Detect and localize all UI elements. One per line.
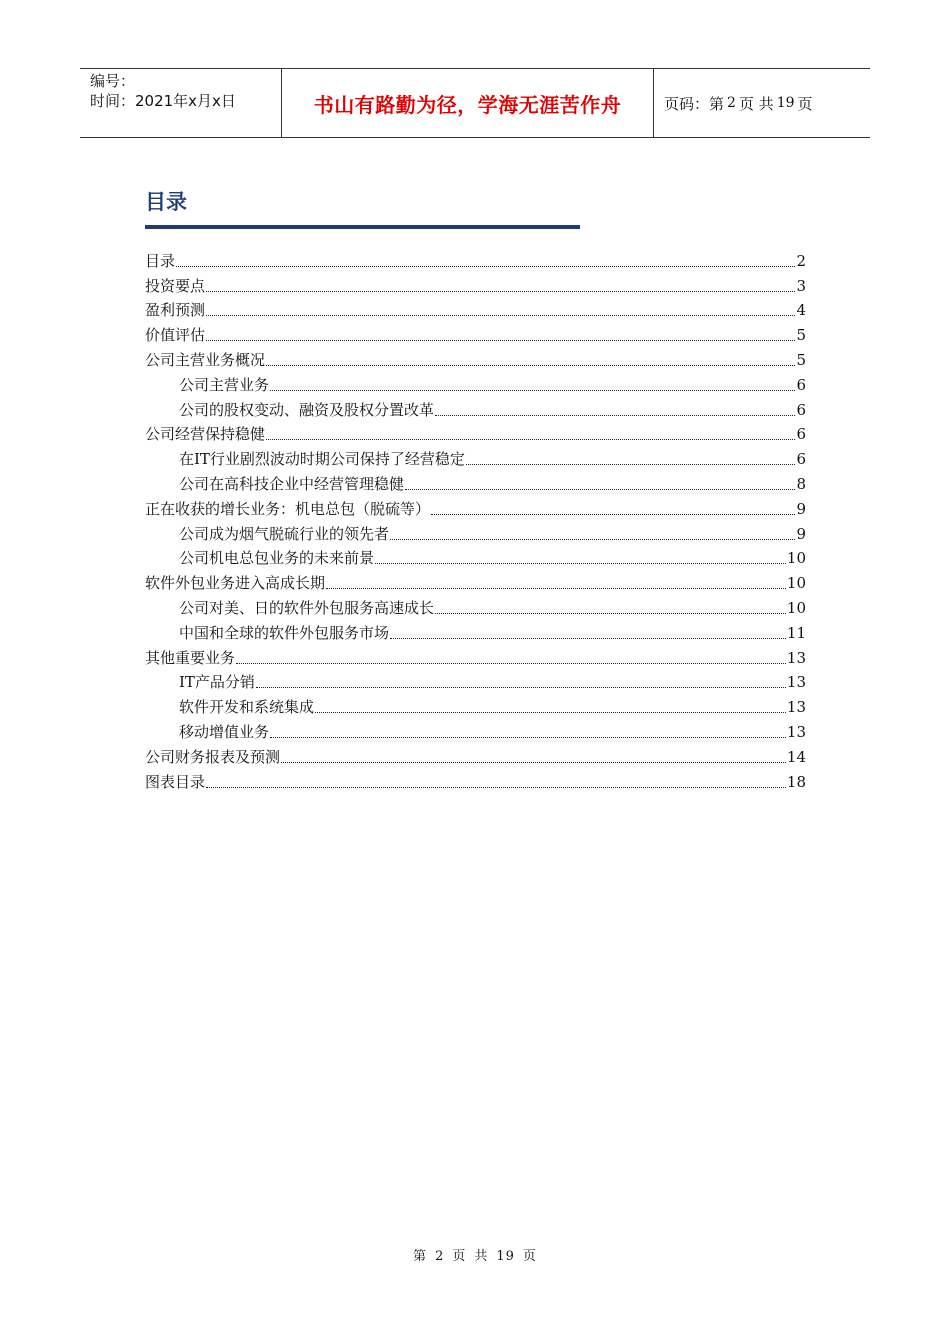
toc-dot-leader [281,761,786,763]
footer-prefix: 第 [413,1249,428,1264]
page-number-cell [654,69,870,137]
toc-entry-page: 6 [796,400,806,419]
serial-label: 编号： [90,72,136,90]
toc-dot-leader [270,736,786,738]
toc-entry-page: 9 [796,524,806,543]
toc-entry-label: 中国和全球的软件外包服务市场 [179,623,390,642]
toc-entry[interactable] [145,717,806,742]
footer-total: 19 [496,1249,515,1264]
footer-suffix: 页 [522,1249,537,1264]
toc-entry[interactable] [145,246,806,271]
toc-entry-label: 公司的股权变动、融资及股权分置改革 [179,400,435,419]
toc-entry-label: 其他重要业务 [145,648,236,667]
toc-dot-leader [405,488,795,490]
toc-dot-leader [176,265,795,267]
toc-dot-leader [326,587,786,589]
toc-entry-label: 公司在高科技企业中经营管理稳健 [179,474,405,493]
toc-title-rule [145,225,580,229]
toc-entry-label: 软件开发和系统集成 [179,698,315,717]
toc-dot-leader [266,364,795,366]
toc-entry[interactable] [145,420,806,445]
toc-dot-leader [431,513,795,515]
toc-entry[interactable] [145,668,806,693]
toc-entry[interactable] [145,767,806,792]
toc-entry[interactable] [145,345,806,370]
toc-entry-page: 18 [786,772,806,791]
page-current: 2 [727,95,736,111]
toc-entry-page: 13 [786,648,806,667]
toc-dot-leader [466,463,796,465]
toc-dot-leader [435,414,795,416]
toc-title: 目录 [145,190,187,214]
toc-dot-leader [266,438,795,440]
table-of-contents [145,246,806,792]
document-header [80,68,870,138]
toc-entry-label: 价值评估 [145,326,206,345]
toc-entry[interactable] [145,320,806,345]
toc-entry[interactable] [145,742,806,767]
toc-entry[interactable] [145,618,806,643]
footer-current: 2 [435,1249,445,1264]
toc-entry-page: 6 [796,425,806,444]
toc-entry[interactable] [145,469,806,494]
toc-entry-label: 公司对美、日的软件外包服务高速成长 [179,598,435,617]
toc-entry-page: 10 [786,549,806,568]
toc-entry-page: 14 [786,747,806,766]
toc-entry-page: 11 [786,623,806,642]
footer-mid2: 共 [474,1249,489,1264]
toc-dot-leader [390,637,786,639]
header-meta-cell [80,69,282,137]
toc-entry-label: 软件外包业务进入高成长期 [145,574,326,593]
toc-entry[interactable] [145,370,806,395]
toc-entry[interactable] [145,395,806,420]
toc-entry[interactable] [145,544,806,569]
toc-entry-label: 目录 [145,251,176,270]
toc-entry-label: 公司主营业务概况 [145,350,266,369]
toc-entry-label: 图表目录 [145,772,206,791]
toc-entry[interactable] [145,692,806,717]
toc-entry-page: 3 [796,276,806,295]
toc-entry-page: 9 [796,499,806,518]
toc-entry-page: 13 [786,673,806,692]
toc-dot-leader [206,339,795,341]
time-label: 时间：2021年x月x日 [90,92,236,110]
toc-entry-label: 公司机电总包业务的未来前景 [179,549,375,568]
toc-entry[interactable] [145,444,806,469]
toc-entry[interactable] [145,519,806,544]
toc-entry-label: 公司成为烟气脱硫行业的领先者 [179,524,390,543]
toc-entry-page: 5 [796,326,806,345]
toc-entry-page: 2 [796,251,806,270]
toc-entry[interactable] [145,643,806,668]
toc-dot-leader [315,711,786,713]
toc-dot-leader [270,389,795,391]
toc-dot-leader [256,686,786,688]
toc-entry-label: 盈利预测 [145,301,206,320]
toc-entry[interactable] [145,271,806,296]
toc-entry[interactable] [145,296,806,321]
toc-entry-page: 5 [796,350,806,369]
page-prefix: 页码：第 [664,94,725,113]
toc-entry-page: 6 [796,375,806,394]
toc-entry[interactable] [145,568,806,593]
toc-entry-page: 10 [786,598,806,617]
toc-entry-page: 8 [796,474,806,493]
page-mid: 页 共 [738,94,774,113]
page-total: 19 [776,95,795,111]
toc-entry-label: 公司主营业务 [179,375,270,394]
toc-entry-page: 4 [796,301,806,320]
toc-entry-label: IT产品分销 [179,673,255,692]
toc-entry-label: 公司财务报表及预测 [145,747,281,766]
toc-entry-page: 6 [796,450,806,469]
toc-dot-leader [236,662,786,664]
footer-mid1: 页 [452,1249,467,1264]
page-suffix: 页 [797,94,813,113]
toc-entry-label: 移动增值业务 [179,722,270,741]
motto-cell [282,69,654,137]
toc-dot-leader [206,314,795,316]
motto-text: 书山有路勤为径，学海无涯苦作舟 [313,92,622,117]
toc-entry-label: 公司经营保持稳健 [145,425,266,444]
toc-entry-label: 正在收获的增长业务：机电总包（脱硫等） [145,499,431,518]
toc-dot-leader [390,538,795,540]
toc-entry[interactable] [145,593,806,618]
toc-entry[interactable] [145,494,806,519]
toc-dot-leader [206,786,786,788]
toc-entry-page: 13 [786,698,806,717]
toc-entry-page: 10 [786,574,806,593]
toc-entry-label: 投资要点 [145,276,206,295]
toc-dot-leader [435,612,786,614]
toc-entry-label: 在IT行业剧烈波动时期公司保持了经营稳定 [179,450,465,469]
toc-dot-leader [206,290,795,292]
toc-entry-page: 13 [786,722,806,741]
page-footer [0,1245,950,1264]
toc-dot-leader [375,562,786,564]
